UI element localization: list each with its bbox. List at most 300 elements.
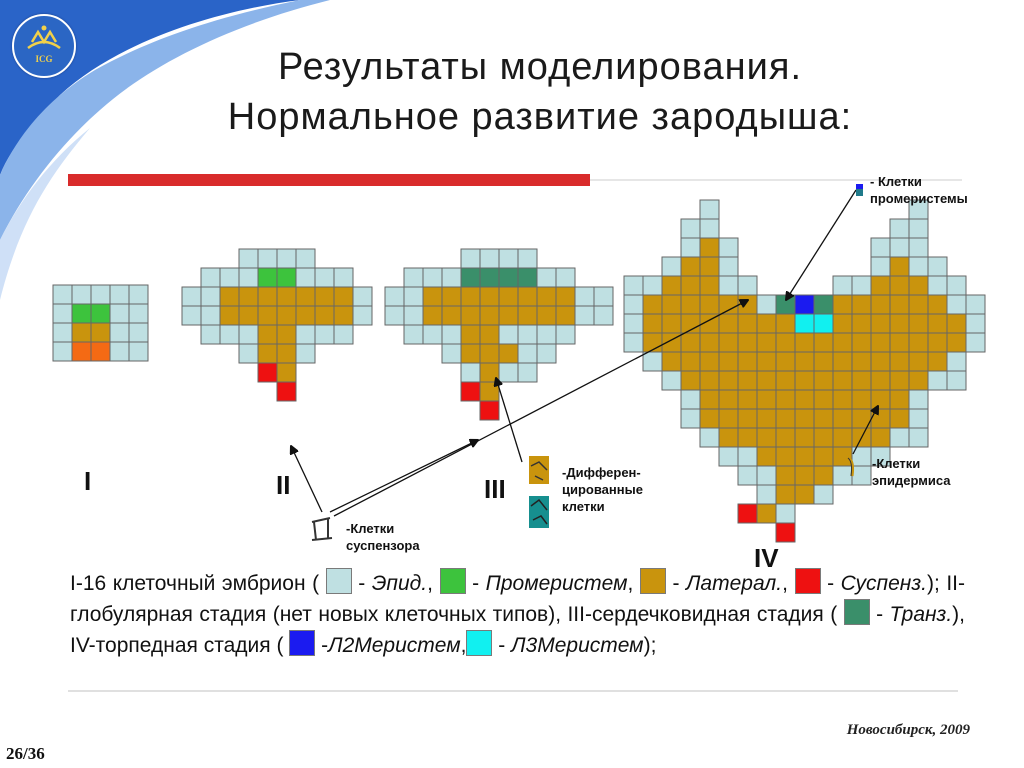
lateral-cell (296, 287, 315, 306)
stage-label-3: III (484, 474, 506, 504)
epidermis-cell (624, 276, 643, 295)
lateral-cell (700, 390, 719, 409)
epidermis-cell (404, 325, 423, 344)
legend-text-1: I-16 клеточный эмбрион ( (70, 572, 320, 595)
lateral-cell (776, 485, 795, 504)
transition-cell (814, 295, 833, 314)
legend-suspensor: Суспенз. (840, 572, 927, 595)
epidermis-cell (499, 363, 518, 382)
epidermis-cell (442, 325, 461, 344)
orange-cell (72, 342, 91, 361)
lateral-cell (719, 371, 738, 390)
lateral-cell (681, 333, 700, 352)
lateral-cell (871, 314, 890, 333)
epidermis-cell (129, 304, 148, 323)
orange-cell (91, 342, 110, 361)
suspensor-cell (277, 382, 296, 401)
transition-cell (776, 295, 795, 314)
legend-text-4: - (465, 572, 486, 595)
epidermis-cell (110, 304, 129, 323)
epidermis-cell (757, 466, 776, 485)
epidermis-cell (53, 285, 72, 304)
annotation-differentiated-line-1: -Дифферен- (562, 465, 641, 480)
lateral-cell (643, 295, 662, 314)
lateral-cell (738, 428, 757, 447)
logo-text: ICG (35, 54, 53, 64)
transition-cell (480, 268, 499, 287)
epidermis-cell (928, 371, 947, 390)
lateral-cell (776, 409, 795, 428)
lateral-cell (852, 295, 871, 314)
epidermis-cell (624, 295, 643, 314)
epidermis-cell (966, 314, 985, 333)
epidermis-cell (110, 285, 129, 304)
lateral-cell (776, 466, 795, 485)
lateral-cell (757, 333, 776, 352)
epidermis-cell (719, 238, 738, 257)
lateral-cell (662, 276, 681, 295)
lateral-cell (681, 352, 700, 371)
annotation-suspensor-line-1: -Клетки (346, 521, 395, 536)
annotation-differentiated-cells (562, 464, 643, 515)
legend-text-8: - (820, 572, 841, 595)
lateral-cell (277, 325, 296, 344)
epidermis-cell (334, 268, 353, 287)
lateral-cell (776, 390, 795, 409)
stage-1-grid (53, 285, 148, 361)
lateral-cell (239, 306, 258, 325)
epidermis-cell (53, 342, 72, 361)
swatch-trans (844, 599, 870, 625)
suspensor-cell (776, 523, 795, 542)
lateral-cell (814, 428, 833, 447)
legend-paragraph (70, 568, 965, 661)
epidermis-cell (201, 325, 220, 344)
legend-l3: Л3Меристем (511, 634, 644, 657)
lateral-cell (795, 390, 814, 409)
lateral-cell (220, 306, 239, 325)
slide-title-line-1: Результаты моделирования. (277, 46, 803, 88)
epidermis-cell (681, 409, 700, 428)
annotation-promeristem-line-1: - Клетки (870, 174, 922, 189)
epidermis-cell (480, 249, 499, 268)
epidermis-cell (239, 249, 258, 268)
lateral-cell (277, 306, 296, 325)
stage-3-grid (385, 249, 613, 420)
epidermis-cell (947, 295, 966, 314)
epidermis-cell (556, 325, 575, 344)
lateral-cell (258, 287, 277, 306)
lateral-cell (909, 371, 928, 390)
epidermis-cell (499, 249, 518, 268)
lateral-cell (928, 352, 947, 371)
epidermis-cell (909, 257, 928, 276)
lateral-cell (700, 352, 719, 371)
epidermis-cell (700, 219, 719, 238)
legend-text-5: , (627, 572, 634, 595)
epidermis-cell (220, 268, 239, 287)
stage-label-2: II (276, 470, 291, 500)
epidermis-cell (575, 287, 594, 306)
epidermis-cell (296, 249, 315, 268)
legend-text-2: - (351, 572, 372, 595)
legend-text-12: - (315, 634, 329, 657)
lateral-cell (890, 333, 909, 352)
lateral-cell (890, 295, 909, 314)
annotation-promeristem-cells (870, 173, 968, 207)
epidermis-cell (258, 249, 277, 268)
bottom-divider (68, 690, 958, 692)
swatch-suspensor (795, 568, 821, 594)
epidermis-cell (890, 219, 909, 238)
lateral-cell (423, 287, 442, 306)
l3-meristem-cell (814, 314, 833, 333)
epidermis-cell (518, 344, 537, 363)
arrow-suspensor-to-stage3 (330, 440, 478, 512)
lateral-cell (499, 287, 518, 306)
epidermis-cell (129, 323, 148, 342)
legend-promeristem: Промеристем (485, 572, 628, 595)
lateral-cell (700, 295, 719, 314)
legend-text-14: - (492, 634, 512, 657)
lateral-cell (719, 428, 738, 447)
epidermis-cell (852, 276, 871, 295)
lateral-cell (890, 257, 909, 276)
promeristem-cell-icon (856, 184, 863, 196)
lateral-cell (423, 306, 442, 325)
epidermis-cell (624, 314, 643, 333)
epidermis-cell (461, 249, 480, 268)
lateral-cell (776, 371, 795, 390)
epidermis-cell (643, 276, 662, 295)
lateral-cell (871, 371, 890, 390)
epidermis-cell (575, 306, 594, 325)
lateral-cell (795, 371, 814, 390)
epidermis-cell (296, 325, 315, 344)
suspensor-cell (258, 363, 277, 382)
swatch-l2-meristem (289, 630, 315, 656)
slide-title-line-2: Нормальное развитие зародыша: (227, 96, 853, 138)
lateral-cell (795, 333, 814, 352)
epidermis-cell (72, 285, 91, 304)
epidermis-cell (277, 249, 296, 268)
lateral-cell (258, 306, 277, 325)
lateral-cell (776, 314, 795, 333)
epidermis-cell (700, 428, 719, 447)
lateral-cell (890, 314, 909, 333)
epidermis-cell (814, 485, 833, 504)
lateral-cell (814, 390, 833, 409)
epidermis-cell (385, 306, 404, 325)
lateral-cell (277, 344, 296, 363)
lateral-cell (833, 314, 852, 333)
epidermis-cell (738, 276, 757, 295)
suspensor-cell (461, 382, 480, 401)
lateral-cell (461, 325, 480, 344)
epidermis-cell (385, 287, 404, 306)
epidermis-cell (129, 342, 148, 361)
lateral-cell (852, 352, 871, 371)
lateral-cell (681, 276, 700, 295)
epidermis-cell (594, 306, 613, 325)
lateral-cell (757, 447, 776, 466)
epidermis-cell (738, 466, 757, 485)
annotation-suspensor-cells (346, 520, 420, 554)
legend-text-11: ), IV-торпедная стадия ( (70, 603, 965, 657)
lateral-cell (681, 295, 700, 314)
lateral-cell (871, 390, 890, 409)
promeristem-cell (91, 304, 110, 323)
lateral-cell (700, 333, 719, 352)
lateral-cell (334, 306, 353, 325)
epidermis-cell (110, 342, 129, 361)
lateral-cell (461, 287, 480, 306)
promeristem-cell (258, 268, 277, 287)
epidermis-cell (220, 325, 239, 344)
epidermis-cell (681, 219, 700, 238)
lateral-cell (499, 306, 518, 325)
epidermis-cell (556, 268, 575, 287)
lateral-cell (480, 306, 499, 325)
lateral-cell (890, 390, 909, 409)
lateral-cell (442, 306, 461, 325)
lateral-cell (890, 409, 909, 428)
stage-4-grid (624, 200, 985, 542)
epidermis-cell (404, 268, 423, 287)
epidermis-cell (757, 295, 776, 314)
epidermis-cell (518, 325, 537, 344)
lateral-cell (890, 371, 909, 390)
legend-text-15: ); (643, 634, 657, 657)
epidermis-cell (662, 371, 681, 390)
stage-label-1: I (84, 466, 92, 496)
lateral-cell (315, 306, 334, 325)
swatch-epid (326, 568, 352, 594)
lateral-cell (719, 352, 738, 371)
epidermis-cell (776, 504, 795, 523)
lateral-cell (334, 287, 353, 306)
lateral-cell (852, 314, 871, 333)
stage-label-4: IV (754, 543, 779, 573)
lateral-cell (700, 371, 719, 390)
epidermis-cell (182, 306, 201, 325)
epidermis-cell (442, 344, 461, 363)
legend-l2: Л2Меристем (328, 634, 461, 657)
lateral-cell (814, 333, 833, 352)
differentiated-cell-brown-icon (529, 456, 549, 484)
lateral-cell (700, 238, 719, 257)
epidermis-cell (201, 268, 220, 287)
lateral-cell (258, 344, 277, 363)
epidermis-cell (719, 276, 738, 295)
lateral-cell (833, 409, 852, 428)
epidermis-cell (353, 287, 372, 306)
swatch-l3-meristem (466, 630, 492, 656)
lateral-cell (795, 409, 814, 428)
lateral-cell (537, 287, 556, 306)
lateral-cell (871, 409, 890, 428)
promeristem-cell (277, 268, 296, 287)
transition-cell (499, 268, 518, 287)
epidermis-cell (315, 325, 334, 344)
legend-text-6: - (665, 572, 687, 595)
lateral-cell (947, 333, 966, 352)
lateral-cell (442, 287, 461, 306)
lateral-cell (681, 371, 700, 390)
lateral-cell (833, 371, 852, 390)
annotation-suspensor-line-2: суспензора (346, 538, 420, 553)
epidermis-cell (201, 306, 220, 325)
lateral-cell (719, 314, 738, 333)
legend-lateral: Латерал. (686, 572, 783, 595)
lateral-cell (480, 344, 499, 363)
lateral-cell (220, 287, 239, 306)
lateral-cell (890, 352, 909, 371)
lateral-cell (909, 314, 928, 333)
lateral-cell (947, 314, 966, 333)
epidermis-cell (681, 238, 700, 257)
lateral-cell (890, 276, 909, 295)
epidermis-cell (518, 363, 537, 382)
lateral-cell (852, 333, 871, 352)
lateral-cell (277, 363, 296, 382)
lateral-cell (296, 306, 315, 325)
lateral-cell (662, 314, 681, 333)
epidermis-cell (110, 323, 129, 342)
epidermis-cell (239, 344, 258, 363)
epidermis-cell (738, 447, 757, 466)
lateral-cell (909, 295, 928, 314)
lateral-cell (833, 390, 852, 409)
lateral-cell (738, 295, 757, 314)
lateral-cell (738, 409, 757, 428)
epidermis-cell (719, 447, 738, 466)
epidermis-cell (909, 219, 928, 238)
epidermis-cell (624, 333, 643, 352)
epidermis-cell (201, 287, 220, 306)
lateral-cell (719, 295, 738, 314)
annotation-differentiated-line-3: клетки (562, 499, 605, 514)
epidermis-cell (404, 287, 423, 306)
epidermis-cell (537, 325, 556, 344)
epidermis-cell (909, 238, 928, 257)
lateral-cell (738, 352, 757, 371)
legend-epid: Эпид. (371, 572, 428, 595)
lateral-cell (871, 295, 890, 314)
lateral-cell (738, 314, 757, 333)
lateral-cell (681, 257, 700, 276)
lateral-cell (315, 287, 334, 306)
epidermis-cell (947, 352, 966, 371)
lateral-cell (928, 314, 947, 333)
epidermis-cell (353, 306, 372, 325)
lateral-cell (738, 371, 757, 390)
lateral-cell (795, 447, 814, 466)
epidermis-cell (871, 238, 890, 257)
lateral-cell (814, 466, 833, 485)
arrow-suspensor-to-stage2 (291, 446, 322, 512)
epidermis-cell (537, 268, 556, 287)
lateral-cell (757, 504, 776, 523)
lateral-cell (871, 352, 890, 371)
lateral-cell (814, 409, 833, 428)
lateral-cell (795, 428, 814, 447)
lateral-cell (719, 333, 738, 352)
epidermis-cell (594, 287, 613, 306)
annotation-differentiated-line-2: цированные (562, 482, 643, 497)
lateral-cell (700, 257, 719, 276)
lateral-cell (480, 382, 499, 401)
epidermis-cell (662, 257, 681, 276)
lateral-cell (480, 325, 499, 344)
epidermis-cell (719, 257, 738, 276)
epidermis-cell (928, 257, 947, 276)
lateral-cell (461, 344, 480, 363)
lateral-cell (814, 447, 833, 466)
lateral-cell (776, 333, 795, 352)
annotation-epidermis-line-2: эпидермиса (872, 473, 951, 488)
lateral-cell (738, 390, 757, 409)
epidermis-cell (947, 276, 966, 295)
legend-text-3: , (427, 572, 433, 595)
swatch-lateral (640, 568, 666, 594)
lateral-cell (814, 371, 833, 390)
epidermis-cell (833, 276, 852, 295)
legend-text-10: - (869, 603, 890, 626)
lateral-cell (518, 287, 537, 306)
epidermis-cell (404, 306, 423, 325)
lateral-cell (833, 295, 852, 314)
lateral-cell (833, 333, 852, 352)
epidermis-cell (53, 323, 72, 342)
lateral-cell (719, 409, 738, 428)
lateral-cell (833, 428, 852, 447)
lateral-cell (461, 306, 480, 325)
epidermis-cell (757, 485, 776, 504)
epidermis-cell (499, 325, 518, 344)
lateral-cell (909, 352, 928, 371)
differentiated-cell-teal-icon (529, 496, 549, 528)
lateral-cell (537, 306, 556, 325)
epidermis-cell (129, 285, 148, 304)
epidermis-cell (537, 344, 556, 363)
epidermis-cell (928, 276, 947, 295)
lateral-cell (871, 276, 890, 295)
lateral-cell (776, 428, 795, 447)
epidermis-cell (966, 333, 985, 352)
epidermis-cell (239, 268, 258, 287)
lateral-cell (928, 295, 947, 314)
l2-meristem-cell (795, 295, 814, 314)
lateral-cell (556, 287, 575, 306)
lateral-cell (909, 333, 928, 352)
lateral-cell (776, 352, 795, 371)
lateral-cell (833, 447, 852, 466)
lateral-cell (700, 409, 719, 428)
epidermis-cell (423, 325, 442, 344)
promeristem-cell (72, 304, 91, 323)
legend-text-13: , (460, 634, 467, 657)
lateral-cell (757, 371, 776, 390)
transition-cell (518, 268, 537, 287)
lateral-cell (852, 371, 871, 390)
epidermis-cell (909, 390, 928, 409)
lateral-cell (662, 295, 681, 314)
lateral-cell (757, 352, 776, 371)
stage-2-grid (182, 249, 372, 401)
swatch-promeristem (440, 568, 466, 594)
lateral-cell (909, 276, 928, 295)
